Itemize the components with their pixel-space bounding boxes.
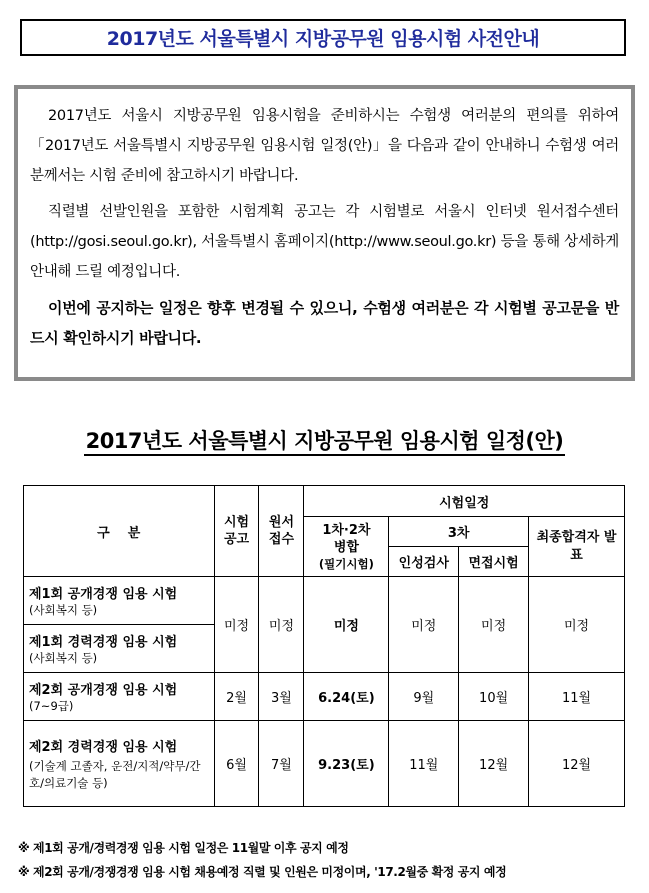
- cell-written: 9.23(토): [304, 721, 389, 807]
- cell-apply: 미정: [259, 577, 304, 673]
- header-title: [20, 19, 626, 56]
- header-title-text: 2017년도 서울특별시 지방공무원 임용시험 사전안내: [106, 28, 540, 50]
- header-announce: 시험공고: [214, 486, 259, 577]
- cell-written: 6.24(토): [304, 673, 389, 721]
- header-apply: 원서접수: [259, 486, 304, 577]
- footnote-2: ※ 제2회 공개/경쟁경쟁 임용 시험 채용예정 직렬 및 인원은 미정이며, '17.2월중 확정 공지 예정: [18, 865, 507, 879]
- footnotes: [18, 836, 638, 884]
- row-label: 제1회 경력경쟁 임용 시험 (사회복지 등): [24, 625, 215, 673]
- cell-written: 미정: [304, 577, 389, 673]
- table-row: [24, 721, 625, 807]
- schedule-title-text: 2017년도 서울특별시 지방공무원 임용시험 일정(안): [84, 429, 566, 456]
- notice-box: [14, 85, 635, 381]
- header-category: 구 분: [24, 486, 215, 577]
- header-interview: 면접시험: [459, 547, 529, 577]
- cell-final: 미정: [529, 577, 625, 673]
- table-row: [24, 577, 625, 625]
- footnote-1: ※ 제1회 공개/경력경쟁 임용 시험 일정은 11월말 이후 공지 예정: [18, 841, 349, 855]
- cell-personality: 미정: [389, 577, 459, 673]
- notice-paragraph-1: 2017년도 서울시 지방공무원 임용시험을 준비하시는 수험생 여러분의 편의를 위하여 「2017년도 서울특별시 지방공무원 임용시험 일정(안)」을 다음과 같이 안내하니 수험생 여러분께서는 시험 준비에 참고하시기 바랍니다.: [30, 108, 619, 184]
- row-label: 제2회 경력경쟁 임용 시험 (기술계 고졸자, 운전/지적/약무/간호/의료기술 등): [24, 721, 215, 807]
- row-label: 제2회 공개경쟁 임용 시험 (7~9급): [24, 673, 215, 721]
- schedule-table: [23, 485, 625, 807]
- cell-interview: 10월: [459, 673, 529, 721]
- cell-announce: 2월: [214, 673, 259, 721]
- row-label: 제1회 공개경쟁 임용 시험 (사회복지 등): [24, 577, 215, 625]
- cell-apply: 3월: [259, 673, 304, 721]
- notice-paragraph-3: 이번에 공지하는 일정은 향후 변경될 수 있으니, 수험생 여러분은 각 시험별 공고문을 반드시 확인하시기 바랍니다.: [30, 299, 619, 347]
- cell-interview: 12월: [459, 721, 529, 807]
- table-row: [24, 673, 625, 721]
- cell-announce: 6월: [214, 721, 259, 807]
- header-personality: 인성검사: [389, 547, 459, 577]
- header-round12: 1차·2차 병합 (필기시험): [304, 517, 389, 577]
- cell-apply: 7월: [259, 721, 304, 807]
- notice-paragraph-2: 직렬별 선발인원을 포함한 시험계획 공고는 각 시험별로 서울시 인터넷 원서접수센터(http://gosi.seoul.go.kr), 서울특별시 홈페이지(http://www.seoul.go.kr) 등을 통해 상세하게 안내해 드릴 예정입니다.: [30, 204, 619, 280]
- header-round3: 3차: [389, 517, 529, 547]
- cell-personality: 11월: [389, 721, 459, 807]
- header-final: 최종합격자 발표: [529, 517, 625, 577]
- schedule-title: [0, 425, 649, 455]
- cell-announce: 미정: [214, 577, 259, 673]
- cell-final: 11월: [529, 673, 625, 721]
- cell-personality: 9월: [389, 673, 459, 721]
- cell-final: 12월: [529, 721, 625, 807]
- header-exam-schedule: 시험일정: [304, 486, 625, 517]
- cell-interview: 미정: [459, 577, 529, 673]
